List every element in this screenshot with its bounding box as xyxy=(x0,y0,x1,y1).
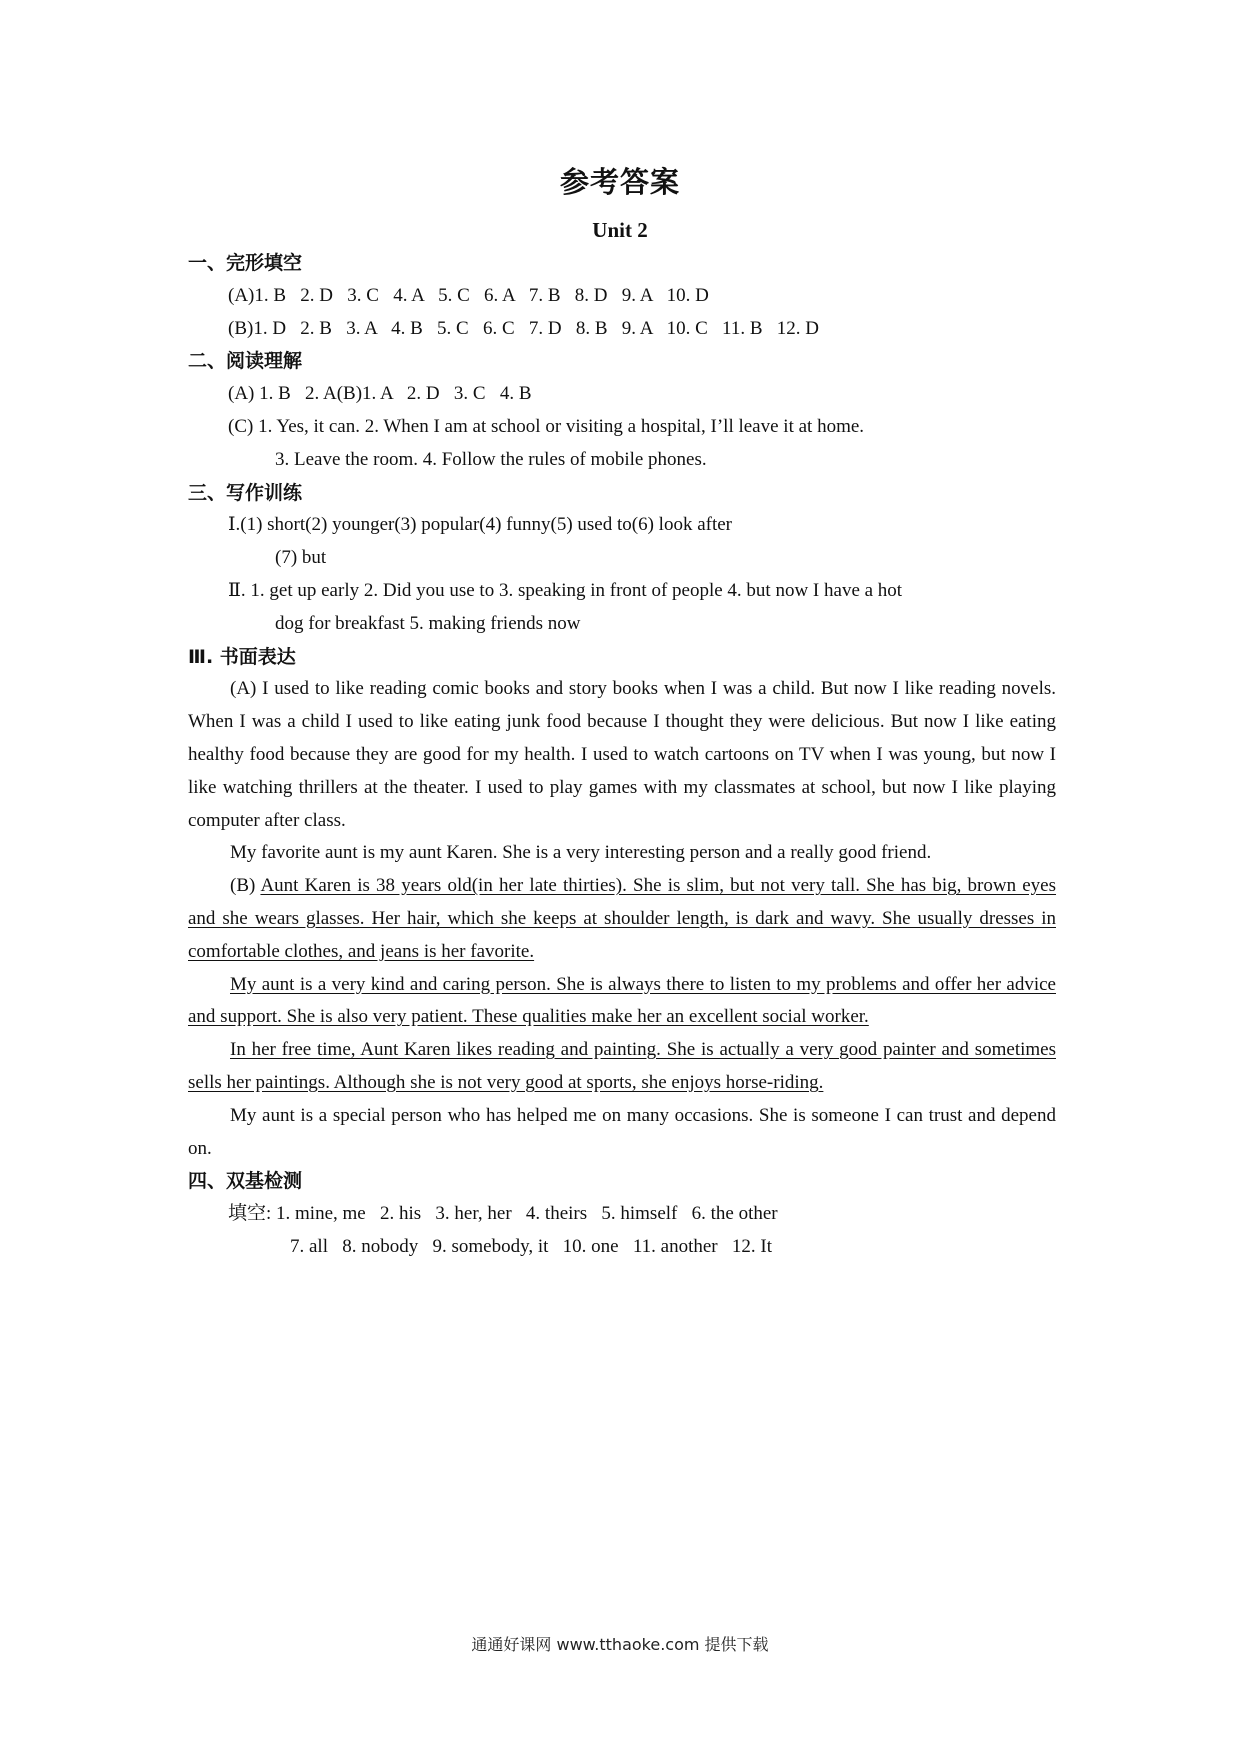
essay-b-text-2: My aunt is a very kind and caring person. She is always there to listen to my problems and offer her advice and support. She is also very patient. These qualities make her an excellent social worker. xyxy=(188,973,1056,1028)
section-heading-cloze: 一、完形填空 xyxy=(188,252,303,274)
section-heading-expression: Ⅲ. 书面表达 xyxy=(188,645,296,668)
basics-answers-line2: 7. all 8. nobody 9. somebody, it 10. one 11. another 12. It xyxy=(290,1235,772,1257)
writing-part-ii-line1: Ⅱ. 1. get up early 2. Did you use to 3. speaking in front of people 4. but now I have a hot xyxy=(228,579,903,601)
essay-a-paragraph: (A) I used to like reading comic books and story books when I was a child. But now I like reading novels. When I was a child I used to like eating junk food because I thought they were delicious. But now I like eating healthy food because they are good for my health. I used to watch cartoons on TV when I was young, but now I like watching thrillers at the theater. I used to play games with my classmates at school, but now I like playing computer after class. xyxy=(188,678,1056,831)
cloze-answers-a: (A)1. B 2. D 3. C 4. A 5. C 6. A 7. B 8. D 9. A 10. D xyxy=(228,284,709,306)
section-heading-reading: 二、阅读理解 xyxy=(188,350,303,373)
essay-b-paragraph-1 xyxy=(188,870,1056,968)
cloze-answers-b: (B)1. D 2. B 3. A 4. B 5. C 6. C 7. D 8. B 9. A 10. C 11. B 12. D xyxy=(228,317,819,339)
essay-b-paragraph-3 xyxy=(188,1034,1056,1100)
reading-answers-c-line2: 3. Leave the room. 4. Follow the rules of mobile phones. xyxy=(275,448,707,470)
answer-content xyxy=(188,247,1056,1264)
basics-answers-line1: 填空: 1. mine, me 2. his 3. her, her 4. theirs 5. himself 6. the other xyxy=(228,1203,778,1225)
writing-part-i-line1: Ⅰ.(1) short(2) younger(3) popular(4) funny(5) used to(6) look after xyxy=(228,514,732,536)
section-heading-basics: 四、双基检测 xyxy=(188,1170,303,1193)
section-heading-writing: 三、写作训练 xyxy=(188,481,303,504)
essay-b-paragraph-2 xyxy=(188,969,1056,1035)
reading-answers-ab: (A) 1. B 2. A(B)1. A 2. D 3. C 4. B xyxy=(228,383,532,405)
essay-b-text-1: Aunt Karen is 38 years old(in her late thirties). She is slim, but not very tall. She has big, brown eyes and she wears glasses. Her hair, which she keeps at shoulder length, is dark and wavy. She usually dresses in comfortable clothes, and jeans is her favorite. xyxy=(188,875,1057,962)
writing-part-ii-line2: dog for breakfast 5. making friends now xyxy=(275,612,581,634)
download-footer: 通通好课网 www.tthaoke.com 提供下载 xyxy=(471,1635,769,1654)
unit-heading: Unit 2 xyxy=(592,218,648,242)
essay-b-text-3: In her free time, Aunt Karen likes reading and painting. She is actually a very good painter and sometimes sells her paintings. Although she is not very good at sports, she enjoys horse-riding. xyxy=(188,1039,1056,1093)
writing-part-i-line2: (7) but xyxy=(275,547,327,569)
essay-b-label: (B) xyxy=(230,875,261,897)
essay-b-conclusion: My aunt is a special person who has helped me on many occasions. She is someone I can trust and depend on. xyxy=(188,1104,1056,1159)
reading-answers-c-line1: (C) 1. Yes, it can. 2. When I am at school or visiting a hospital, I’ll leave it at home. xyxy=(228,415,865,437)
essay-b-intro: My favorite aunt is my aunt Karen. She is a very interesting person and a really good friend. xyxy=(230,842,932,864)
page-title: 参考答案 xyxy=(559,165,680,199)
